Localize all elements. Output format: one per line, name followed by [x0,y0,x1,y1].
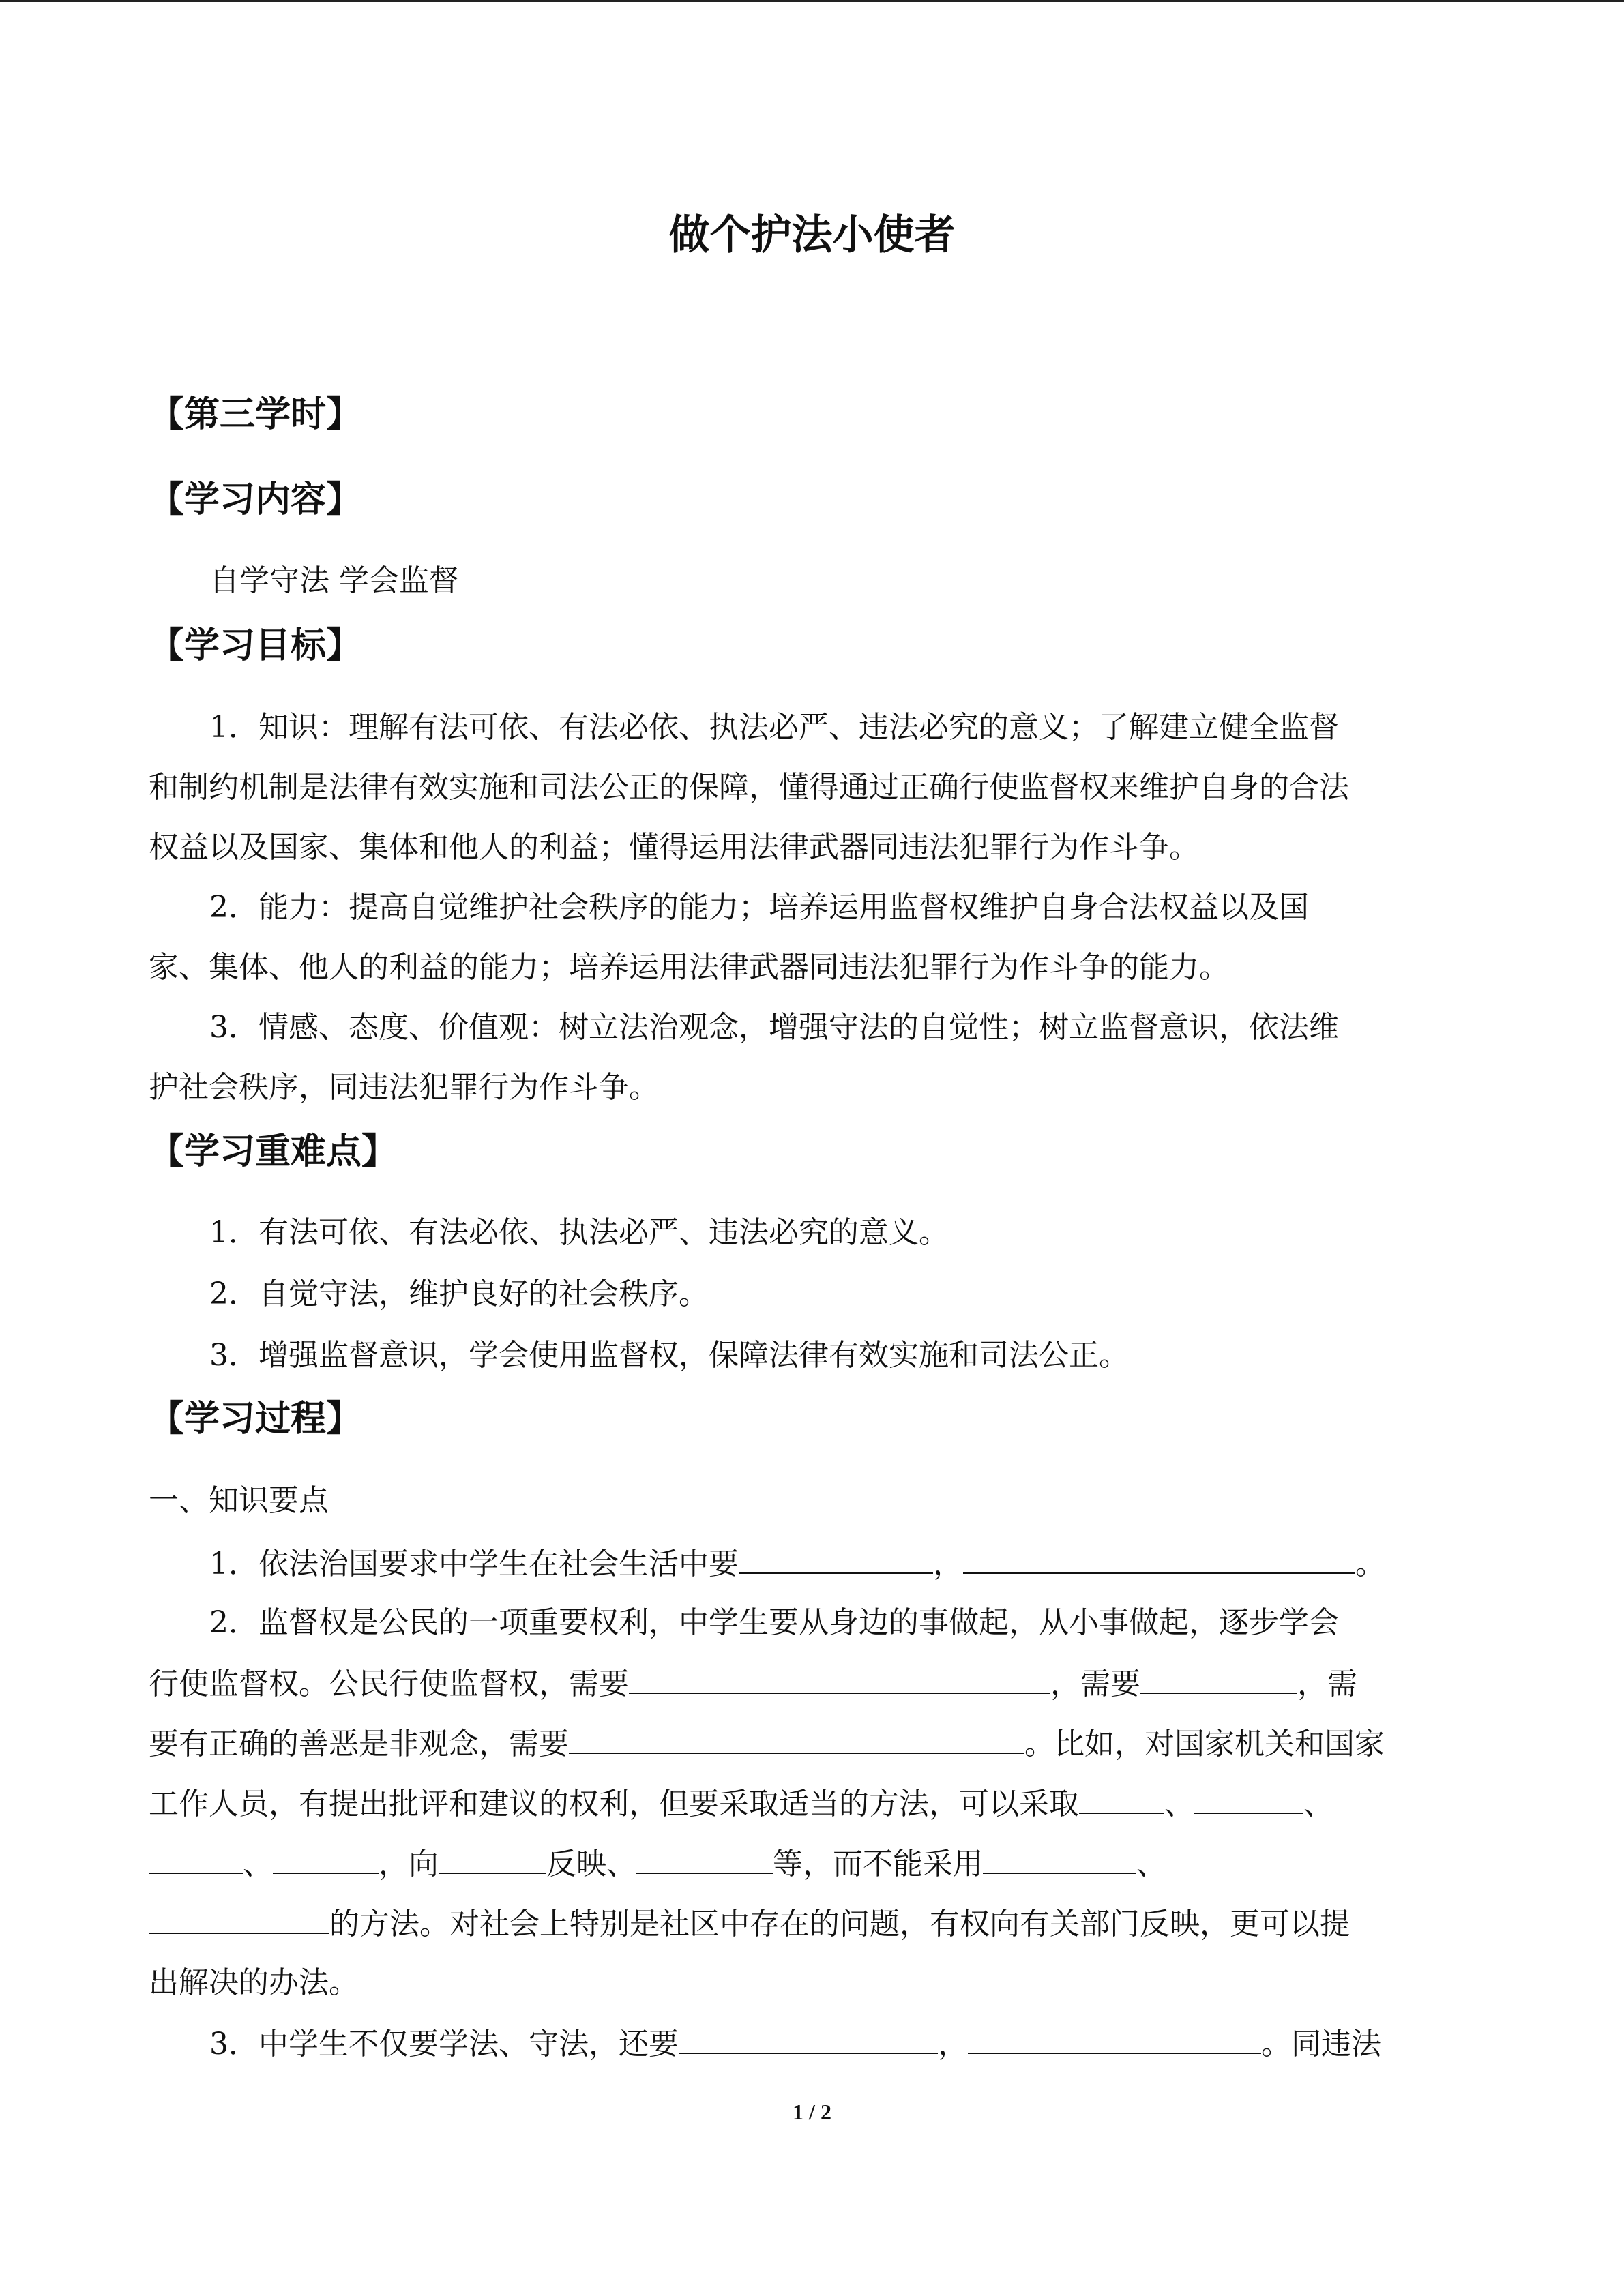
question-2-line-2: 行使监督权。公民行使监督权，需要 ，需要 ，需 [149,1663,1465,1705]
answer-blank[interactable] [149,1843,243,1874]
answer-blank[interactable] [1194,1783,1303,1814]
answer-blank[interactable] [149,1903,329,1934]
content-text: 自学守法 学会监督 [209,563,459,598]
keypoint-2: 2．自觉守法，维护良好的社会秩序。 [209,1277,709,1311]
answer-blank[interactable] [963,1542,1355,1574]
section-heading-content: 【学习内容】 [149,479,362,520]
answer-blank[interactable] [636,1843,773,1874]
goal-3-line-2: 护社会秩序，同违法犯罪行为作斗争。 [149,1070,659,1105]
question-3: 3．中学生不仅要学法、守法，还要 ， 。同违法 [209,2023,1465,2065]
question-2-line-3: 要有正确的善恶是非观念，需要 。比如，对国家机关和国家 [149,1723,1465,1765]
goal-2-line-2: 家、集体、他人的利益的能力；培养运用法律武器同违法犯罪行为作斗争的能力。 [149,950,1229,985]
answer-blank[interactable] [679,2023,938,2054]
answer-blank[interactable] [1079,1783,1164,1814]
answer-blank[interactable] [1140,1663,1297,1694]
goal-1-line-3: 权益以及国家、集体和他人的利益；懂得运用法律武器同违法犯罪行为作斗争。 [149,830,1199,865]
goal-1-line-2: 和制约机制是法律有效实施和司法公正的保障，懂得通过正确行使监督权来维护自身的合法 [149,770,1349,805]
question-1: 1．依法治国要求中学生在社会生活中要 ， 。 [209,1542,1465,1585]
question-2-line-1: 2．监督权是公民的一项重要权利，中学生要从身边的事做起，从小事做起，逐步学会 [209,1605,1339,1640]
page-number: 1 / 2 [793,2100,831,2124]
page-title: 做个护法小使者 [668,211,956,259]
section-heading-keypoints: 【学习重难点】 [149,1131,398,1172]
goal-2-line-1: 2．能力：提高自觉维护社会秩序的能力；培养运用监督权维护自身合法权益以及国 [209,890,1309,925]
section-heading-goals: 【学习目标】 [149,625,362,666]
answer-blank[interactable] [983,1843,1136,1874]
answer-blank[interactable] [273,1843,379,1874]
keypoint-3: 3．增强监督意识，学会使用监督权，保障法律有效实施和司法公正。 [209,1338,1129,1373]
answer-blank[interactable] [739,1542,933,1574]
question-2-line-4: 工作人员，有提出批评和建议的权利，但要采取适当的方法，可以采取 、 、 [149,1783,1465,1825]
keypoint-1: 1．有法可依、有法必依、执法必严、违法必究的意义。 [209,1215,949,1250]
question-2-line-7: 出解决的办法。 [149,1965,359,2000]
goal-3-line-1: 3．情感、态度、价值观：树立法治观念，增强守法的自觉性；树立监督意识，依法维 [209,1010,1339,1045]
answer-blank[interactable] [569,1723,1024,1754]
answer-blank[interactable] [968,2023,1261,2054]
section-heading-period: 【第三学时】 [149,394,362,435]
answer-blank[interactable] [439,1843,546,1874]
part-1-heading: 一、知识要点 [149,1483,329,1518]
section-heading-process: 【学习过程】 [149,1399,362,1440]
answer-blank[interactable] [629,1663,1050,1694]
question-2-line-6: 的方法。对社会上特别是社区中存在的问题，有权向有关部门反映，更可以提 [149,1903,1465,1945]
goal-1-line-1: 1．知识：理解有法可依、有法必依、执法必严、违法必究的意义；了解建立健全监督 [209,710,1339,745]
question-2-line-5: 、 ，向 反映、 等，而不能采用 、 [149,1843,1465,1885]
